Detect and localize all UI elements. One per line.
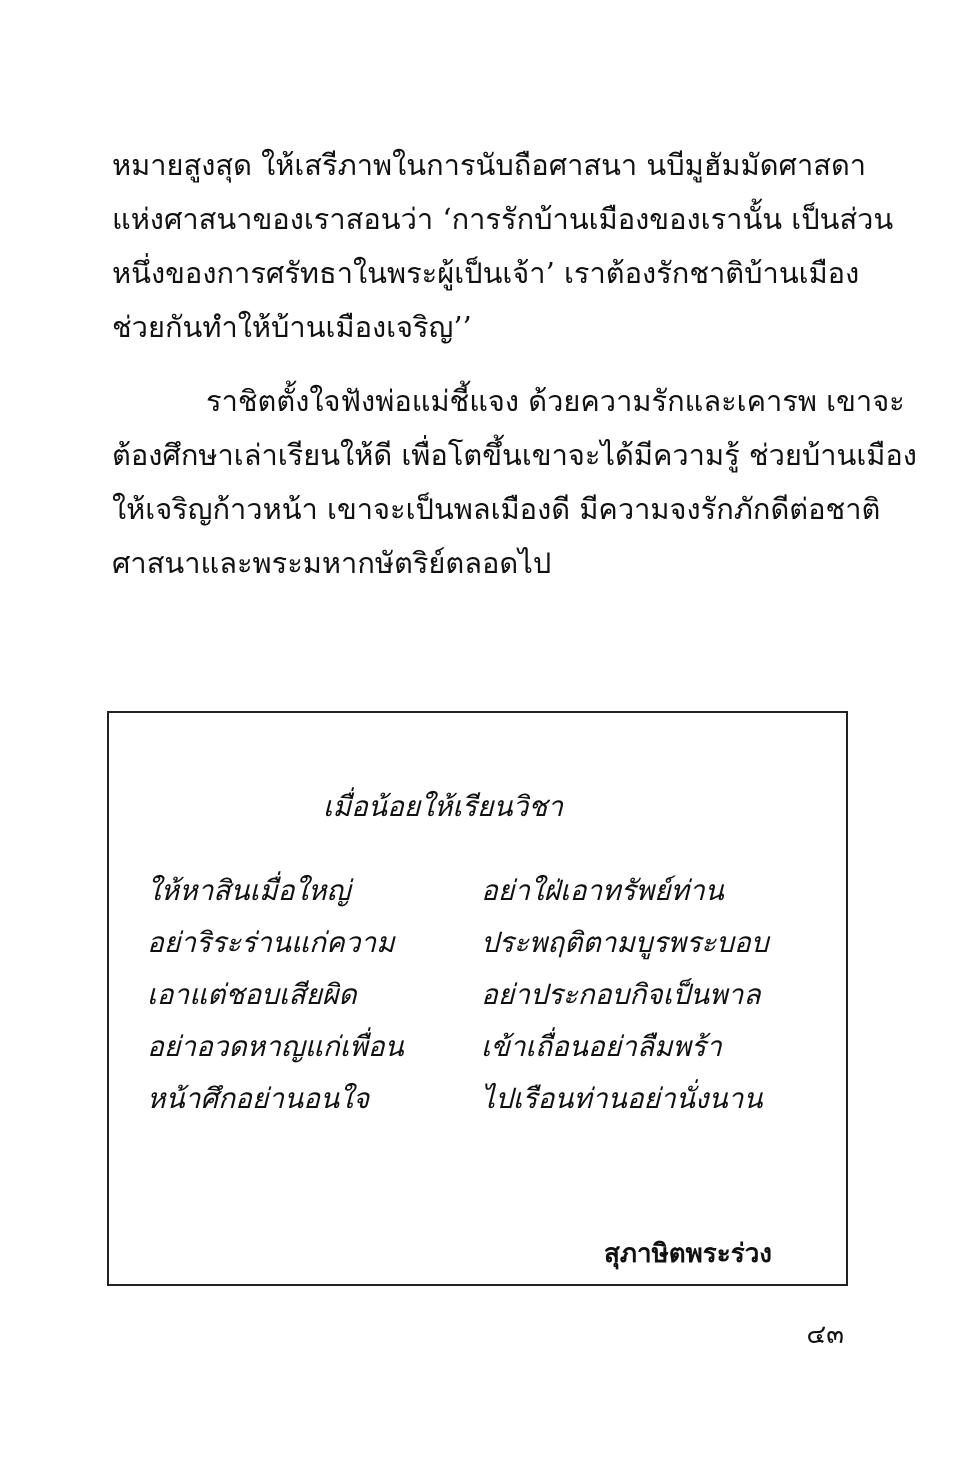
paragraph-line: หมายสูงสุด ให้เสรีภาพในการนับถือศาสนา นบีมูฮัมมัดศาสดา [112,148,867,182]
poem-line: อย่าใฝ่เอาทรัพย์ท่าน [481,874,724,907]
poem-right-column [481,865,769,1125]
paragraph-1 [112,138,894,354]
poem-line: ไปเรือนท่านอย่านั่งนาน [481,1082,763,1115]
poem-line: หน้าศึกอย่านอนใจ [147,1082,370,1115]
paragraph-line: ศาสนาและพระมหากษัตริย์ตลอดไป [112,546,552,580]
poem-line: ประพฤติตามบูรพระบอบ [481,926,769,959]
poem-box [107,711,848,1286]
paragraph-line: หนึ่งของการศรัทธาในพระผู้เป็นเจ้า’ เราต้องรักชาติบ้านเมือง [112,256,860,290]
poem-line: ให้หาสินเมื่อใหญ่ [147,874,351,907]
poem-source: สุภาษิตพระร่วง [604,1239,772,1269]
poem-left-column [147,865,404,1125]
paragraph-line: แห่งศาสนาของเราสอนว่า ‘การรักบ้านเมืองของเรานั้น เป็นส่วน [112,202,894,236]
paragraph-line: ราชิตตั้งใจฟังพ่อแม่ชี้แจง ด้วยความรักและเคารพ เขาจะ [206,384,905,418]
poem-title: เมื่อน้อยให้เรียนวิชา [323,790,563,823]
poem-line: อย่าอวดหาญแก่เพื่อน [147,1030,404,1063]
poem-line: เข้าเถื่อนอย่าลืมพร้า [481,1030,722,1063]
poem-line: เอาแต่ชอบเสียผิด [147,978,357,1011]
paragraph-line: ช่วยกันทำให้บ้านเมืองเจริญ’’ [112,310,472,344]
page-number: ๔๓ [806,1320,844,1350]
paragraph-line: ต้องศึกษาเล่าเรียนให้ดี เพื่อโตขึ้นเขาจะได้มีความรู้ ช่วยบ้านเมือง [112,438,917,472]
paragraph-line: ให้เจริญก้าวหน้า เขาจะเป็นพลเมืองดี มีความจงรักภักดีต่อชาติ [112,492,881,526]
poem-line: อย่าประกอบกิจเป็นพาล [481,978,761,1011]
poem-line: อย่าริระร่านแก่ความ [147,926,395,959]
paragraph-2 [112,374,917,590]
